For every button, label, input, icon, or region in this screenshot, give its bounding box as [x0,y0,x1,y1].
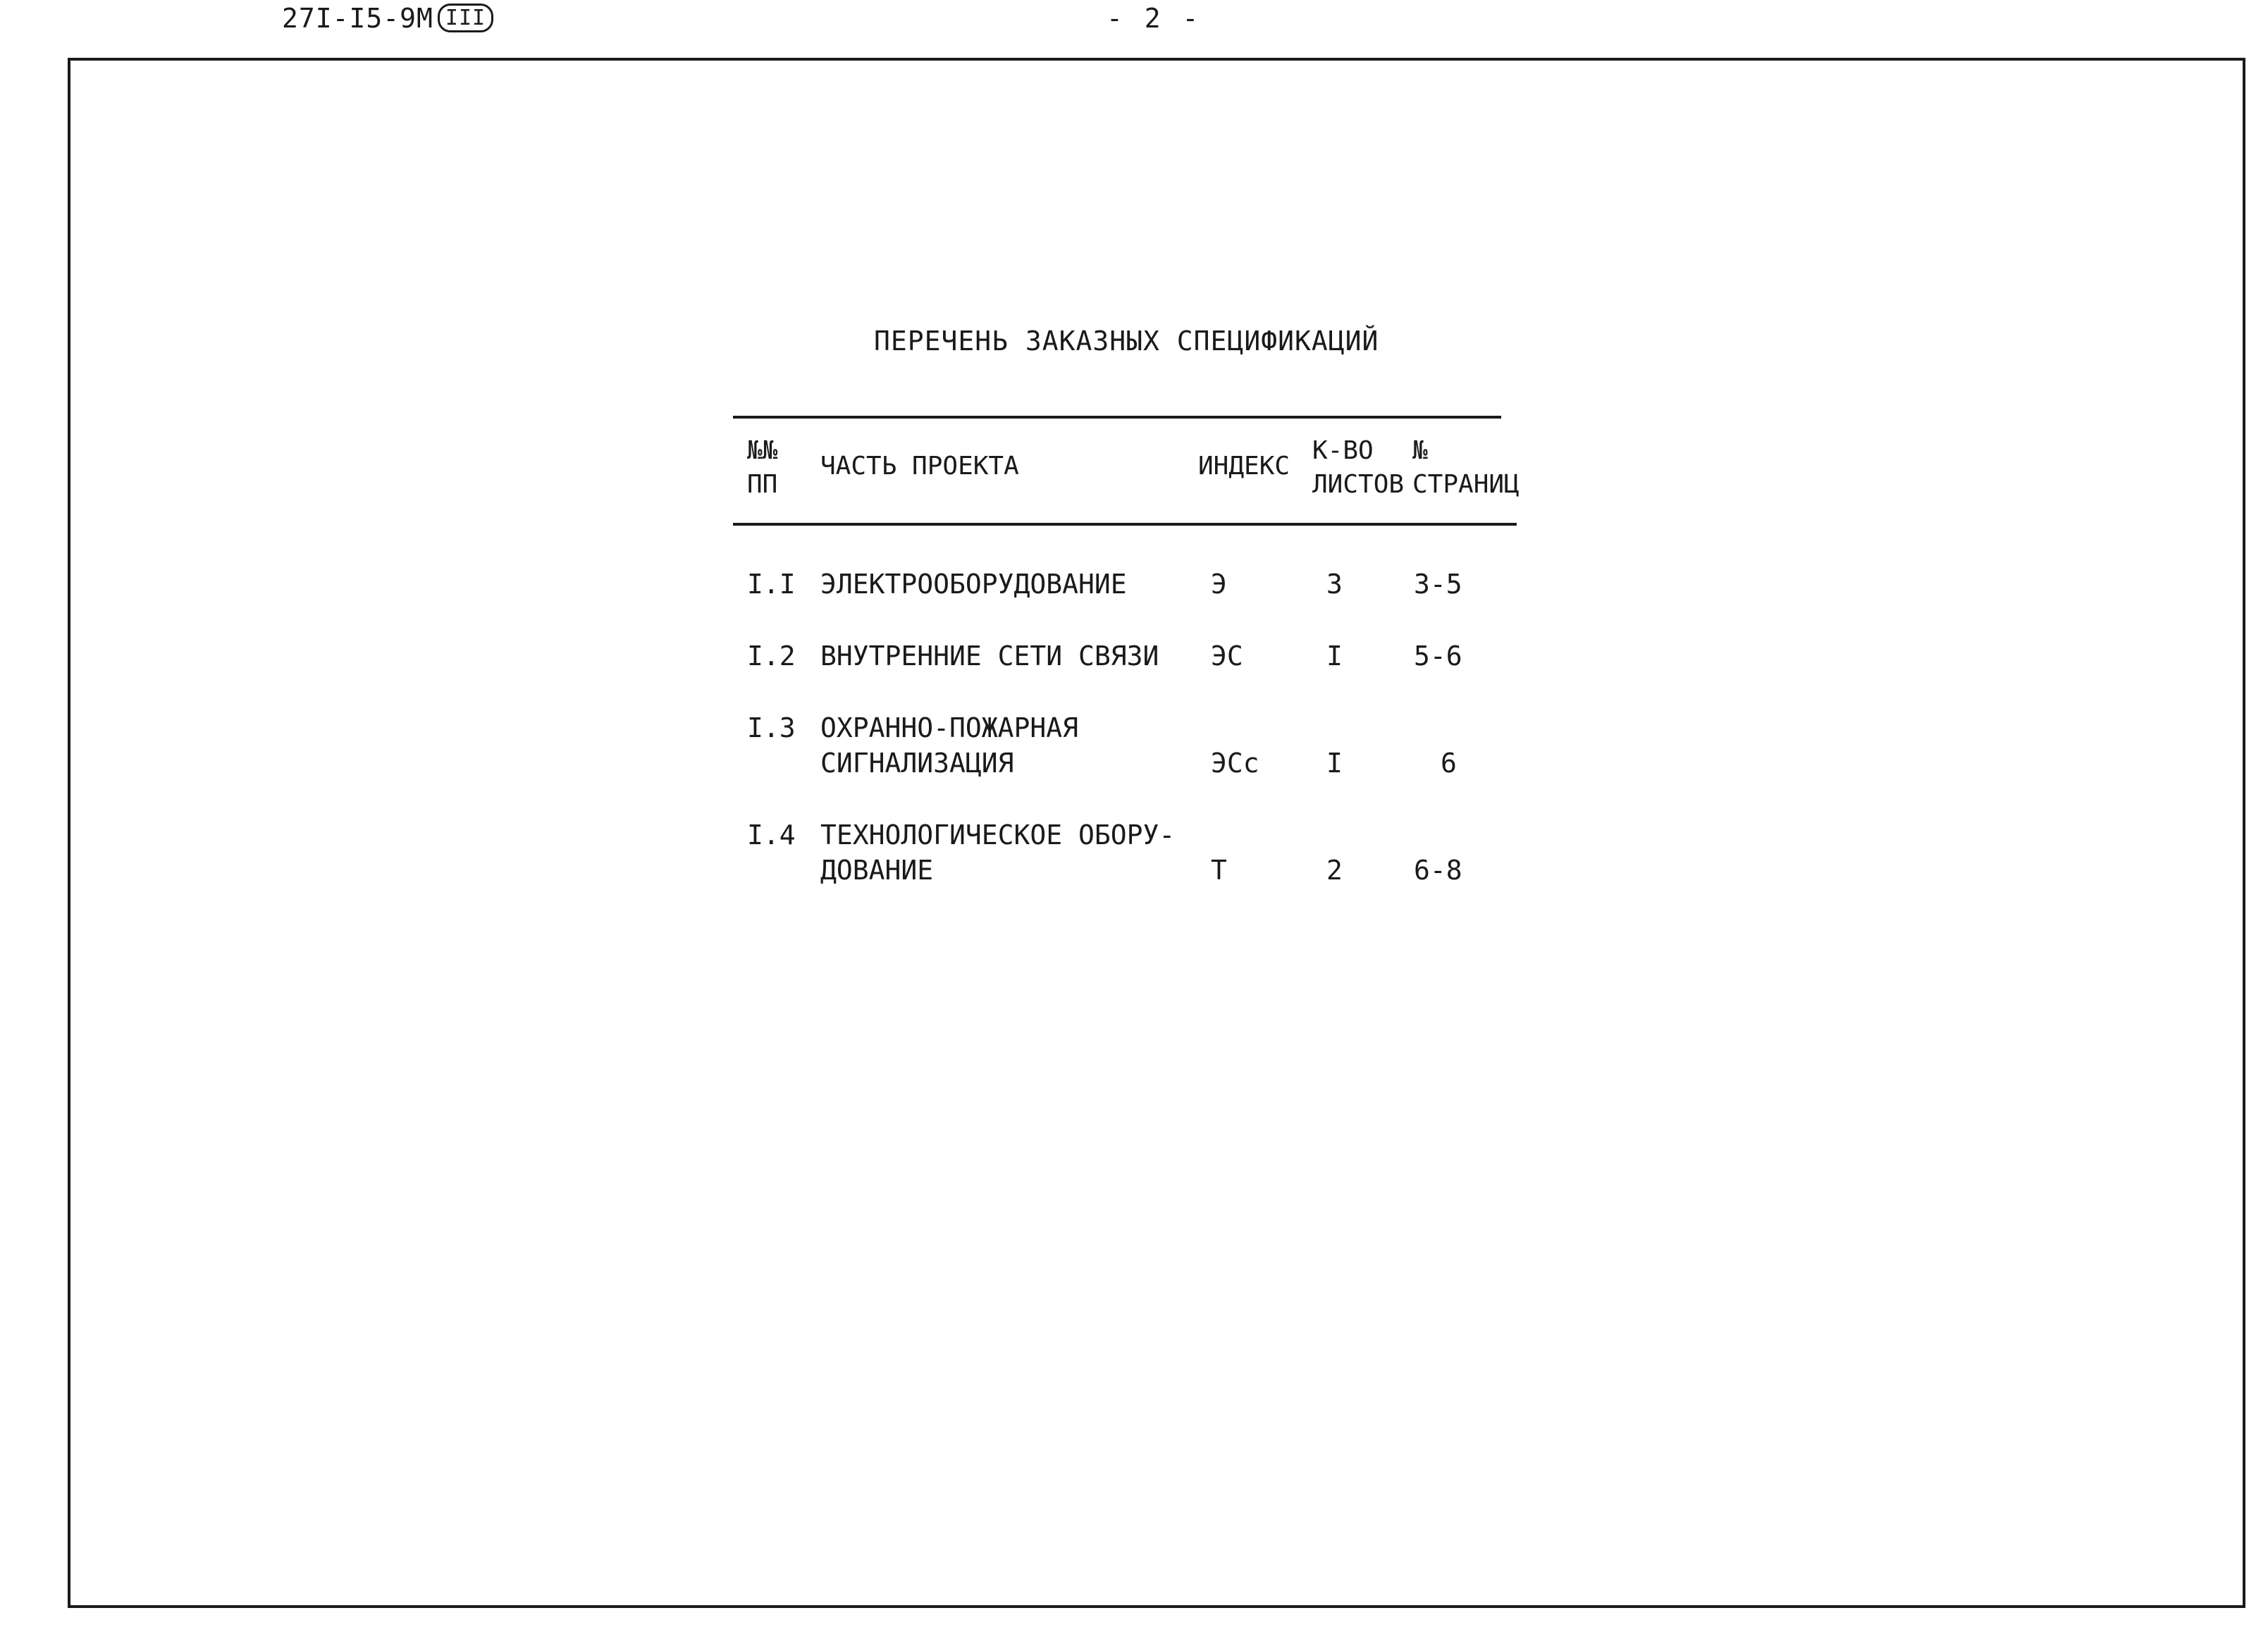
page-number: - 2 - [1107,3,1202,34]
table-row-part: ВНУТРЕННИЕ СЕТИ СВЯЗИ [820,641,1159,672]
table-row-num: I.I [747,569,796,600]
header-num [747,434,777,502]
table-row-part [820,710,1078,781]
table-top-rule [733,416,1501,419]
table-row-part: ЭЛЕКТРООБОРУДОВАНИЕ [820,569,1127,600]
table-row-sheets: 3 [1326,569,1343,600]
document-code-text: 27I-I5-9M [282,3,433,34]
table-row-sheets: 2 [1326,855,1343,886]
table-row-pages: 5-6 [1414,641,1462,672]
table-row-part-line1: ОХРАННО-ПОЖАРНАЯ [820,712,1079,743]
header-pages-line2: СТРАНИЦ [1412,470,1520,499]
header-num-line1: №№ [747,436,778,465]
table-row-num: I.3 [747,712,796,743]
table-row-part [820,817,1175,888]
table-row-index: Э [1211,569,1227,600]
header-index: ИНДЕКС [1198,452,1290,481]
table-row-part-line2: ДОВАНИЕ [820,855,934,886]
document-title: ПЕРЕЧЕНЬ ЗАКАЗНЫХ СПЕЦИФИКАЦИЙ [874,326,1379,357]
header-num-line2: ПП [747,470,778,499]
table-header-rule [733,523,1517,526]
header-part: ЧАСТЬ ПРОЕКТА [820,452,1019,481]
table-row-sheets: I [1326,748,1343,779]
table-row-part-line2: СИГНАЛИЗАЦИЯ [820,748,1014,779]
header-sheets [1312,434,1404,502]
table-row-index: ЭСс [1211,748,1259,779]
table-row-pages: 6 [1441,748,1457,779]
header-sheets-line2: ЛИСТОВ [1312,470,1405,499]
table-row-index: Т [1211,855,1227,886]
table-row-pages: 6-8 [1414,855,1462,886]
header-sheets-line1: К-ВО [1312,436,1374,465]
table-row-num: I.4 [747,820,796,851]
header-pages [1412,434,1520,502]
table-row-sheets: I [1326,641,1343,672]
document-code [282,3,493,34]
header-pages-line1: № [1412,436,1428,465]
table-row-part-line1: ТЕХНОЛОГИЧЕСКОЕ ОБОРУ- [820,820,1176,851]
table-row-index: ЭС [1211,641,1243,672]
document-part-badge: III [438,4,493,32]
table-row-pages: 3-5 [1414,569,1462,600]
table-row-num: I.2 [747,641,796,672]
